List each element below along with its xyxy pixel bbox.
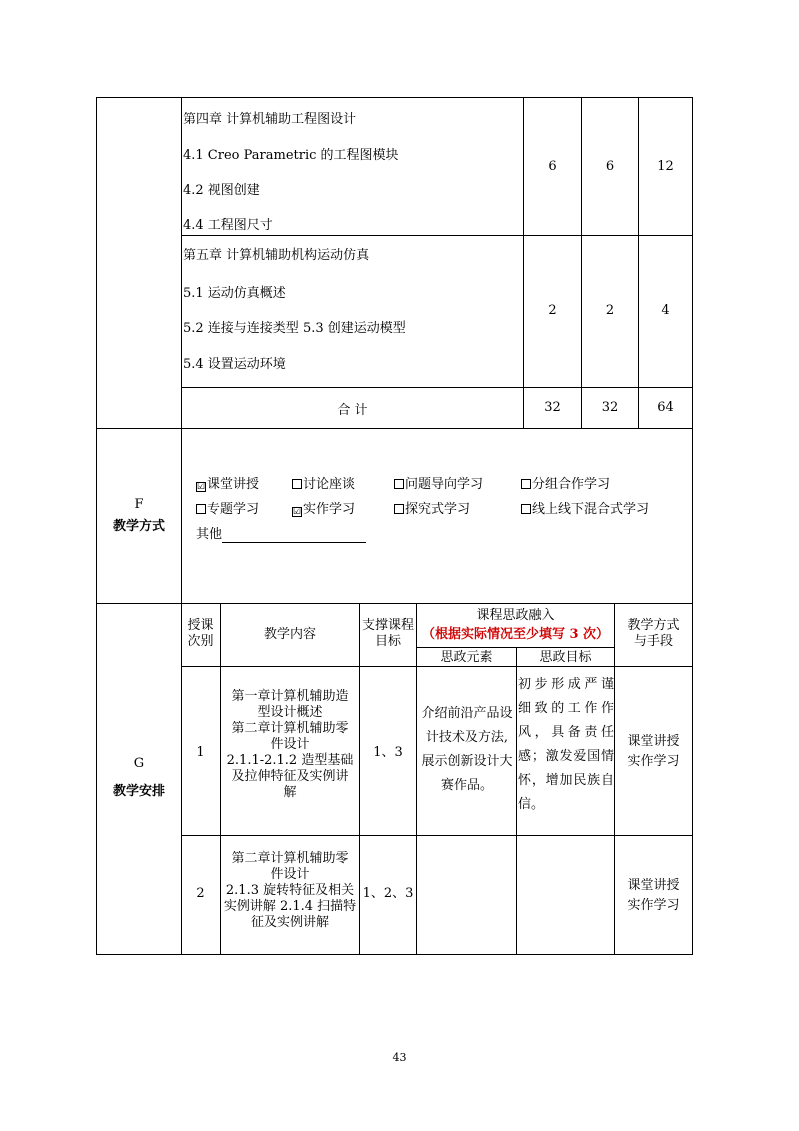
header-method: 教学方式 与手段 <box>627 618 680 649</box>
chapter-line: 5.4 设置运动环境 <box>183 357 286 372</box>
header-ideology: 课程思政融入 <box>476 608 555 623</box>
total-label: 合 计 <box>337 403 368 418</box>
header-element: 思政元素 <box>440 650 493 665</box>
chapter-line: 第五章 计算机辅助机构运动仿真 <box>183 248 370 263</box>
section-letter: G <box>133 756 145 771</box>
checkbox-icon[interactable] <box>292 479 302 489</box>
option-topic-study[interactable]: 专题学习 <box>196 502 259 518</box>
option-group-work[interactable]: 分组合作学习 <box>521 477 610 493</box>
checkbox-icon[interactable] <box>521 479 531 489</box>
hours-lecture: 6 <box>548 159 557 174</box>
target-cell: 1、3 <box>373 745 403 760</box>
checkbox-checked-icon[interactable]: ☑ <box>293 507 302 517</box>
checkbox-icon[interactable] <box>196 504 206 514</box>
checkbox-checked-icon[interactable]: ☑ <box>197 482 206 492</box>
option-inquiry[interactable]: 探究式学习 <box>394 502 470 518</box>
option-lecture[interactable]: ☑ 课堂讲授 <box>197 477 260 492</box>
session-number: 1 <box>196 745 205 760</box>
section-letter: F <box>134 497 144 512</box>
total-all: 64 <box>657 400 674 415</box>
header-ideology-note: （根据实际情况至少填写 3 次） <box>421 627 610 642</box>
option-discussion[interactable]: 讨论座谈 <box>292 477 355 493</box>
checkbox-icon[interactable] <box>394 479 404 489</box>
hours-practice: 6 <box>605 159 615 174</box>
element-cell: 介绍前沿产品设 计技术及方法, 展示创新设计大 赛作品。 <box>421 706 513 793</box>
chapter-line: 4.2 视图创建 <box>183 183 260 198</box>
target-cell: 1、2、3 <box>362 886 414 901</box>
checkbox-icon[interactable] <box>521 504 531 514</box>
total-practice: 32 <box>601 400 619 415</box>
option-other: 其他 <box>196 527 366 543</box>
checkbox-icon[interactable] <box>394 504 404 514</box>
option-blended[interactable]: 线上线下混合式学习 <box>521 502 649 518</box>
content-cell: 第一章计算机辅助造 型设计概述 第二章计算机辅助零 件设计 2.1.1-2.1.2 造型基础 及拉伸特征及实例讲 解 <box>226 689 354 800</box>
chapter-line: 5.2 连接与连接类型 5.3 创建运动模型 <box>183 321 406 336</box>
chapter-line: 4.1 Creo Parametric 的工程图模块 <box>183 148 399 163</box>
method-cell: 课堂讲授 实作学习 <box>627 734 680 769</box>
section-title: 教学方式 <box>112 519 165 534</box>
session-number: 2 <box>196 886 205 901</box>
other-input-line[interactable] <box>222 530 366 543</box>
chapter-line: 5.1 运动仿真概述 <box>183 286 286 301</box>
chapter-line: 第四章 计算机辅助工程图设计 <box>183 112 357 127</box>
method-cell: 课堂讲授 实作学习 <box>627 878 680 913</box>
page-number: 43 <box>392 1051 407 1064</box>
hours-total: 12 <box>657 159 674 174</box>
header-session: 授课 次别 <box>187 618 214 649</box>
total-lecture: 32 <box>544 400 561 415</box>
header-goal: 思政目标 <box>539 650 592 665</box>
content-cell: 第二章计算机辅助零 件设计 2.1.3 旋转特征及相关 实例讲解 2.1.4 扫描特 征及实例讲解 <box>223 851 357 930</box>
option-problem-based[interactable]: 问题导向学习 <box>394 477 483 493</box>
chapter-line: 4.4 工程图尺寸 <box>183 218 273 233</box>
hours-practice: 2 <box>605 303 615 318</box>
header-content: 教学内容 <box>263 627 316 642</box>
hours-total: 4 <box>661 303 670 318</box>
option-practice[interactable]: ☑ 实作学习 <box>293 502 356 517</box>
goal-cell: 初步形成严谨 细致的工作作 风，具备责任 感；激发爱国情 怀，增加民族自 信。 <box>518 677 614 812</box>
header-target: 支撑课程 目标 <box>361 618 414 649</box>
hours-lecture: 2 <box>548 303 557 318</box>
section-title: 教学安排 <box>112 784 165 799</box>
